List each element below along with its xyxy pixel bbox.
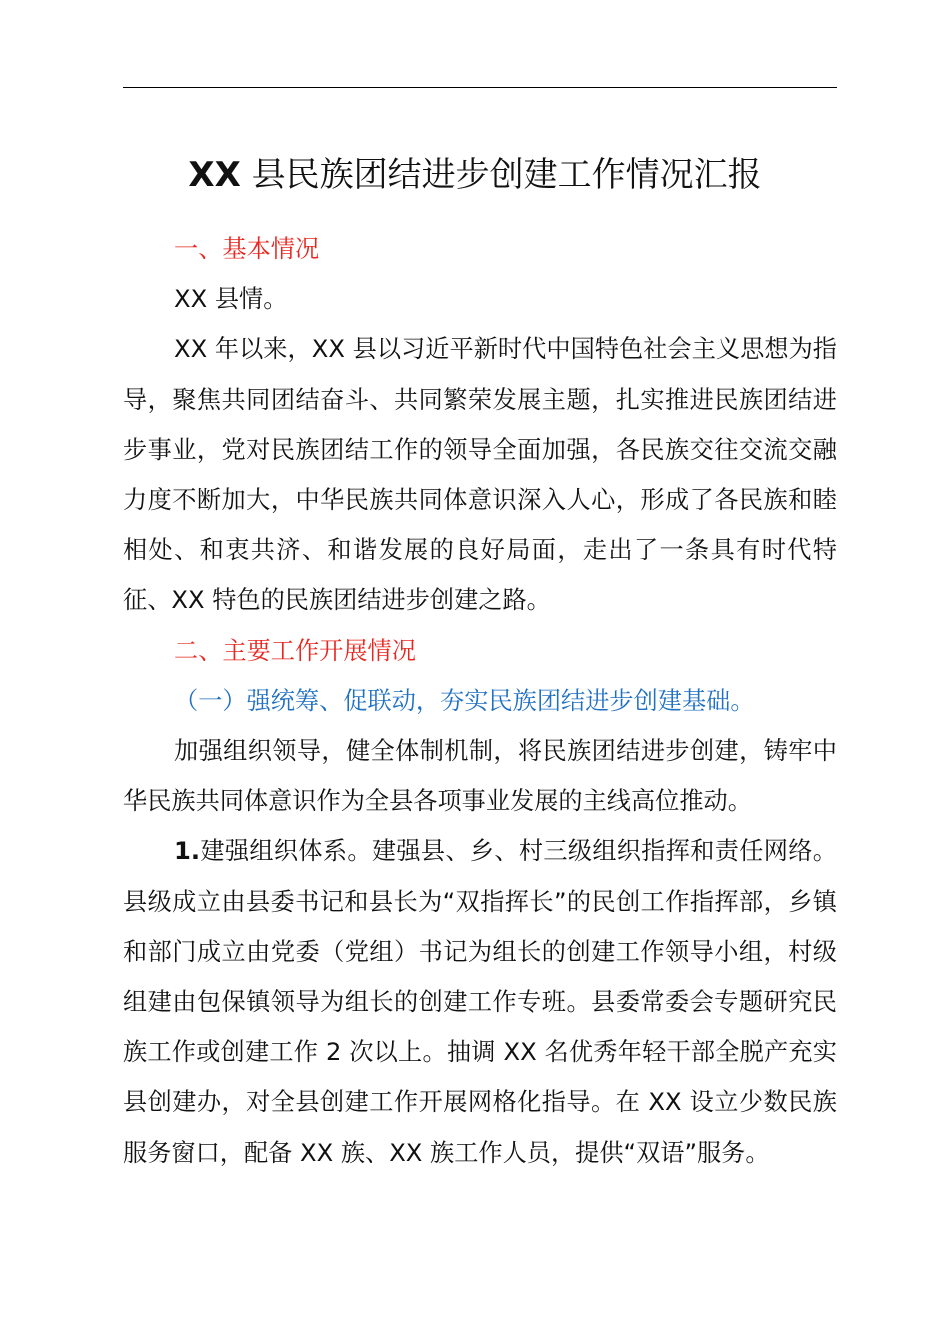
title-text: 县民族团结进步创建工作情况汇报 [240, 155, 762, 195]
header-rule [123, 87, 837, 88]
document-body [123, 224, 837, 1178]
paragraph-intro: XX 年以来，XX 县以习近平新时代中国特色社会主义思想为指导，聚焦共同团结奋斗、共同繁荣发展主题，扎实推进民族团结进步事业，党对民族团结工作的领导全面加强，各民族交往交流交融力度不断加大，中华民族共同体意识深入人心，形成了各民族和睦相处、和衷共济、和谐发展的良好局面，走出了一条具有时代特征、XX 特色的民族团结进步创建之路。 [123, 335, 837, 615]
list-item-1 [123, 826, 837, 1177]
list-item-1-number: 1. [174, 837, 201, 866]
paragraph-leadership: 加强组织领导，健全体制机制，将民族团结进步创建，铸牢中华民族共同体意识作为全县各项事业发展的主线高位推动。 [123, 737, 837, 816]
document-title [0, 150, 950, 200]
subsection-heading-1: （一）强统筹、促联动，夯实民族团结进步创建基础。 [174, 686, 755, 715]
section-heading-basic: 一、基本情况 [174, 235, 320, 263]
paragraph-county: XX 县情。 [174, 285, 288, 314]
list-item-1-text: 建强组织体系。建强县、乡、村三级组织指挥和责任网络。县级成立由县委书记和县长为“双指挥长”的民创工作指挥部，乡镇和部门成立由党委（党组）书记为组长的创建工作领导小组，村级组建由包保镇领导为组长的创建工作专班。县委常委会专题研究民族工作或创建工作 2 次以上。抽调 XX 名优秀年轻干部全脱产充实县创建办，对全县创建工作开展网格化指导。在 XX 设立少数民族服务窗口，配备 XX 族、XX 族工作人员，提供“双语”服务。 [123, 837, 837, 1167]
title-prefix: XX [188, 155, 241, 195]
section-heading-main-work: 二、主要工作开展情况 [174, 636, 416, 665]
